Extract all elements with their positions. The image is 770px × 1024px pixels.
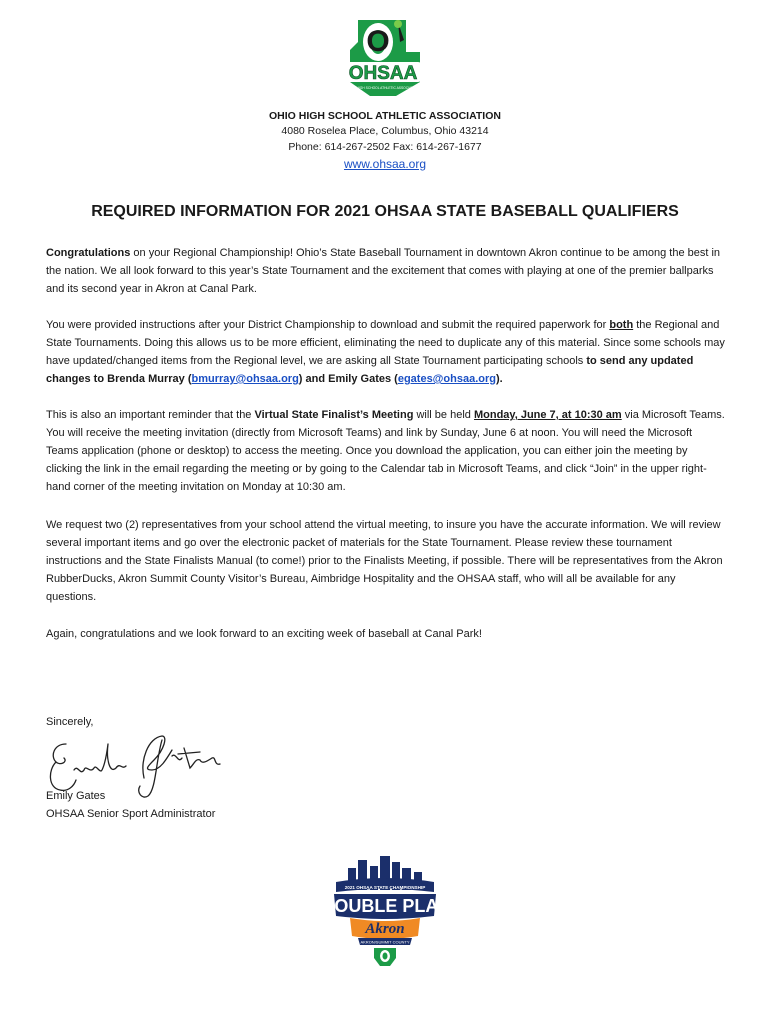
closing-salutation: Sincerely, xyxy=(46,716,94,728)
svg-text:Akron: Akron xyxy=(365,921,405,937)
double-play-akron-logo xyxy=(321,852,449,970)
org-address: 4080 Roselea Place, Columbus, Ohio 43214 xyxy=(281,125,489,137)
p2-text-a: You were provided instructions after your District Championship to download and submit the required paperwork for xyxy=(46,319,610,331)
email-link-egates[interactable]: egates@ohsaa.org xyxy=(397,373,496,385)
signer-title: OHSAA Senior Sport Administrator xyxy=(46,808,216,820)
ohsaa-logo xyxy=(340,12,426,104)
svg-text:OHSAA: OHSAA xyxy=(348,63,418,84)
paragraph-closing: Again, congratulations and we look forward to an exciting week of baseball at Canal Park! xyxy=(46,628,482,640)
p2-text-b: the Regional and State Tournaments. Doing this allows us to be more efficient, eliminating the need to duplicate any of this material. Since some schools may have updated/changed items from the Regional level, we are asking all State Tournament participating schools xyxy=(46,319,725,367)
paragraph-representatives: We request two (2) representatives from your school attend the virtual meeting, to insure you have the accurate information. We will review several important items and go over the electronic packet of materials for the State Tournament. Please review these tournament instructions and the State Finalists Manual (to come!) prior to the Finalists Meeting, if possible. There will be representatives from the Akron RubberDucks, Akron Summit County Visitor’s Bureau, Aimbridge Hospitality and the OHSAA staff, who will all be available for any questions. xyxy=(46,519,723,603)
paragraph-congratulations xyxy=(46,244,726,298)
p3-text-a: This is also an important reminder that the xyxy=(46,409,255,421)
p3-text-c: via Microsoft Teams. You will receive the meeting invitation (directly from Microsoft Teams) and link by Sunday, June 6 at noon. You will need the Microsoft Teams application (phone or desktop) to access the meeting. Once you download the application, you can either join the meeting by clicking the link in the email regarding the meeting or by going to the Calendar tab in Microsoft Teams, and click “Join” in the upper right-hand corner of the meeting invitation on Monday at 10:30 am. xyxy=(46,409,725,493)
svg-text:OHIO HIGH SCHOOL ATHLETIC ASSO: OHIO HIGH SCHOOL ATHLETIC ASSOCIATION xyxy=(347,86,419,90)
paragraph-meeting xyxy=(46,406,726,496)
congratulations-bold: Congratulations xyxy=(46,247,131,259)
org-phone: Phone: 614-267-2502 Fax: 614-267-1677 xyxy=(288,141,482,153)
p2-bold-b: ) and Emily Gates ( xyxy=(298,373,398,385)
svg-text:2021 OHSAA STATE CHAMPIONSHIP: 2021 OHSAA STATE CHAMPIONSHIP xyxy=(344,885,426,890)
email-link-bmurray[interactable]: bmurray@ohsaa.org xyxy=(191,373,299,385)
p2-bold-c: ). xyxy=(495,373,503,385)
meeting-date: Monday, June 7, at 10:30 am xyxy=(473,409,622,421)
meeting-name: Virtual State Finalist’s Meeting xyxy=(254,409,414,421)
p2-bold-a: to send any updated changes to Brenda Murray ( xyxy=(46,355,694,385)
page-title: REQUIRED INFORMATION FOR 2021 OHSAA STATE BASEBALL QUALIFIERS xyxy=(91,203,679,220)
website-link[interactable]: www.ohsaa.org xyxy=(343,157,427,171)
svg-text:DOUBLE PLAY: DOUBLE PLAY xyxy=(321,896,449,916)
p1-text: on your Regional Championship! Ohio’s State Baseball Tournament in downtown Akron continue to be among the best in the nation. We all look forward to this year’s State Tournament and the excitement that comes with playing at one of the premier ballparks and its second year in Akron at Canal Park. xyxy=(46,247,721,295)
svg-text:O: O xyxy=(366,25,390,58)
paragraph-paperwork xyxy=(46,316,726,388)
svg-text:AKRON/SUMMIT COUNTY: AKRON/SUMMIT COUNTY xyxy=(360,939,410,945)
signer-name: Emily Gates xyxy=(46,790,106,802)
p3-text-b: will be held xyxy=(413,409,474,421)
org-name: OHIO HIGH SCHOOL ATHLETIC ASSOCIATION xyxy=(269,110,501,122)
both-emphasis: both xyxy=(609,319,634,331)
